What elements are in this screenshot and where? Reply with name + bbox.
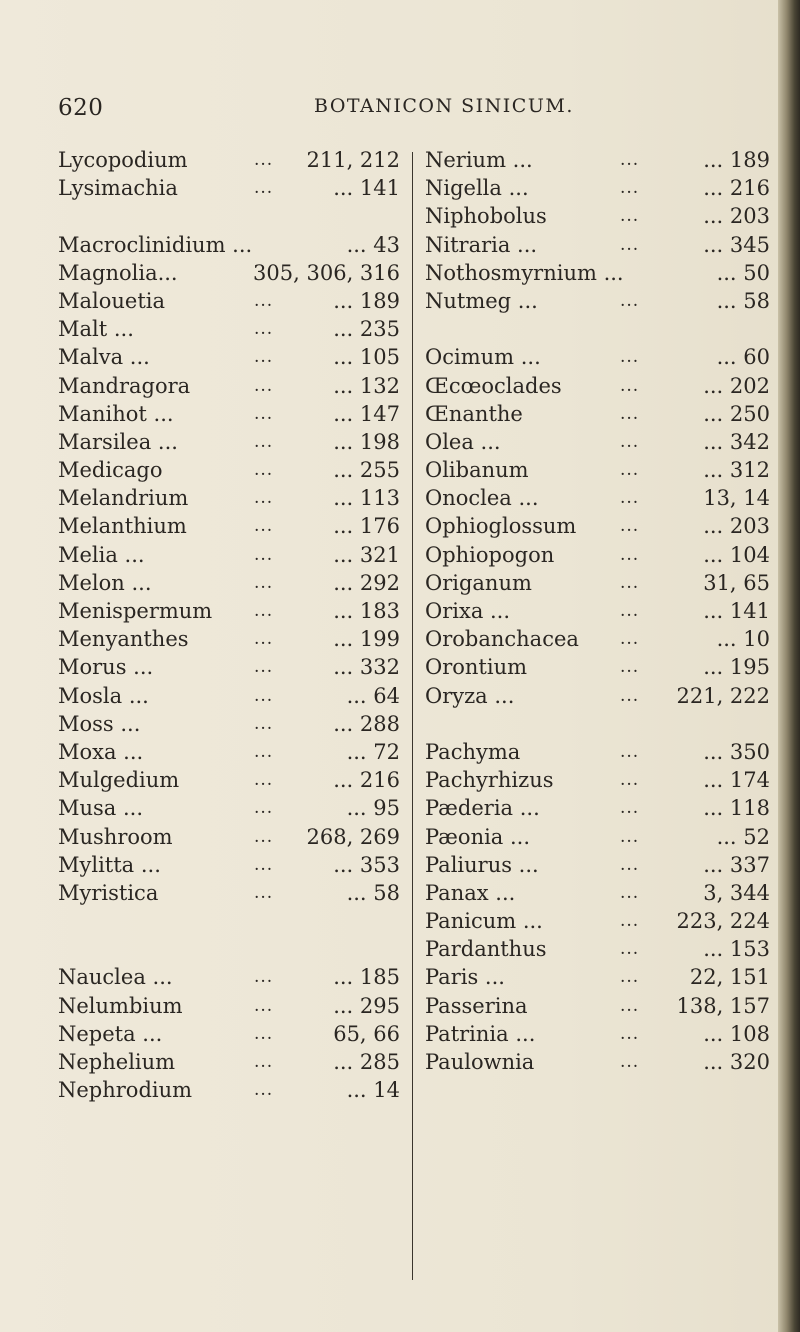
index-entry [58,512,400,540]
entry-leader-dots: ... [620,572,640,593]
entry-leader-dots: ... [254,319,274,340]
index-entry [425,569,770,597]
index-entry [58,963,400,991]
entry-leader-dots: ... [254,572,274,593]
entry-page-refs: 305, 306, 316 [253,260,400,285]
entry-leader-dots: ... [620,234,640,255]
entry-page-refs: ... 189 [333,288,400,313]
entry-page-refs: ... 337 [703,852,770,877]
entry-term: Ophioglossum [425,514,577,539]
entry-term: Morus ... [58,655,154,680]
entry-leader-dots: ... [620,178,640,199]
entry-page-refs: ... 95 [346,796,400,821]
index-entry [58,879,400,907]
entry-term: Paliurus ... [425,852,539,877]
entry-term: Œnanthe [425,401,523,426]
entry-term: Nitraria ... [425,232,538,257]
entry-term: Onoclea ... [425,486,539,511]
index-entry [58,569,400,597]
entry-page-refs: ... 58 [716,288,770,313]
entry-leader-dots: ... [620,882,640,903]
entry-term: Moxa ... [58,739,144,764]
entry-term: Malouetia [58,288,166,313]
entry-page-refs: ... 203 [703,204,770,229]
entry-page-refs: ... 250 [703,401,770,426]
entry-term: Ocimum ... [425,345,541,370]
entry-leader-dots: ... [254,741,274,762]
index-entry [58,343,400,371]
entry-term: Nephrodium [58,1078,193,1103]
index-entry [58,372,400,400]
index-entry [425,907,770,935]
index-entry [425,202,770,230]
index-entry [425,935,770,963]
index-gap [425,710,770,738]
entry-leader-dots: ... [254,150,274,170]
index-entry [425,963,770,991]
entry-page-refs: ... 141 [333,176,400,201]
entry-page-refs: 65, 66 [333,1021,400,1046]
entry-term: Moss ... [58,711,141,736]
index-entry [58,710,400,738]
index-entry [425,823,770,851]
index-entry [425,653,770,681]
entry-term: Ophiopogon [425,542,555,567]
entry-page-refs: 138, 157 [676,993,770,1018]
entry-page-refs: ... 320 [703,1050,770,1074]
index-entry [58,428,400,456]
entry-term: Oryza ... [425,683,515,708]
index-entry [58,146,400,174]
entry-term: Macroclinidium ... [58,232,253,257]
entry-term: Nelumbium [58,993,183,1018]
entry-leader-dots: ... [254,375,274,396]
entry-term: Panax ... [425,880,516,905]
entry-leader-dots: ... [254,826,274,847]
entry-term: Orobanchacea [425,627,579,652]
entry-page-refs: 268, 269 [306,824,400,849]
index-entry [58,315,400,343]
index-entry [425,541,770,569]
entry-page-refs: ... 60 [716,345,770,370]
entry-page-refs: ... 199 [333,627,400,652]
entry-page-refs: ... 14 [346,1078,400,1103]
entry-page-refs: 211, 212 [306,148,400,172]
index-entry [425,287,770,315]
entry-page-refs: ... 198 [333,429,400,454]
entry-page-refs: ... 203 [703,514,770,539]
index-entry [58,794,400,822]
entry-page-refs: ... 132 [333,373,400,398]
index-entry [58,823,400,851]
entry-page-refs: ... 58 [346,880,400,905]
entry-page-refs: ... 174 [703,768,770,793]
entry-term: Œcœoclades [425,373,562,398]
entry-page-refs: ... 105 [333,345,400,370]
entry-leader-dots: ... [254,713,274,734]
index-entry [425,428,770,456]
index-entry [425,372,770,400]
entry-term: Lysimachia [58,176,178,201]
entry-leader-dots: ... [254,1023,274,1044]
entry-term: Melanthium [58,514,187,539]
index-entry [58,287,400,315]
entry-leader-dots: ... [620,150,640,170]
entry-term: Mosla ... [58,683,149,708]
entry-leader-dots: ... [620,939,640,960]
entry-leader-dots: ... [620,403,640,424]
index-entry [425,992,770,1020]
entry-leader-dots: ... [620,347,640,368]
entry-leader-dots: ... [254,516,274,537]
entry-term: Olea ... [425,429,501,454]
entry-page-refs: ... 312 [703,458,770,483]
entry-page-refs: ... 113 [333,486,400,511]
index-entry [425,259,770,287]
index-entry [58,484,400,512]
entry-term: Lycopodium [58,148,188,172]
entry-leader-dots: ... [254,601,274,621]
index-entry [425,174,770,202]
index-entry [425,400,770,428]
entry-term: Manihot ... [58,401,174,426]
index-entry [425,146,770,174]
index-entry [425,1048,770,1076]
entry-leader-dots: ... [254,488,274,509]
index-column-right [425,146,770,1076]
page-edge-shadow [778,0,800,1332]
entry-page-refs: ... 108 [703,1021,770,1046]
index-entry [58,682,400,710]
index-entry [425,484,770,512]
index-entry [58,851,400,879]
entry-term: Marsilea ... [58,429,178,454]
entry-page-refs: ... 216 [333,768,400,793]
index-gap [58,202,400,230]
entry-leader-dots: ... [620,685,640,706]
entry-page-refs: ... 141 [703,599,770,623]
entry-leader-dots: ... [620,290,640,311]
entry-term: Menyanthes [58,627,189,652]
entry-leader-dots: ... [254,685,274,706]
index-entry [58,400,400,428]
entry-term: Pæonia ... [425,824,531,849]
entry-term: Musa ... [58,796,144,821]
index-gap [425,315,770,343]
entry-term: Myristica [58,880,159,905]
entry-term: Nephelium [58,1050,176,1074]
entry-page-refs: ... 350 [703,739,770,764]
entry-leader-dots: ... [620,911,640,932]
entry-page-refs: ... 255 [333,458,400,483]
entry-page-refs: ... 345 [703,232,770,257]
entry-page-refs: ... 332 [333,655,400,680]
entry-leader-dots: ... [620,375,640,396]
index-entry [58,541,400,569]
index-entry [425,456,770,484]
entry-leader-dots: ... [620,1023,640,1044]
entry-leader-dots: ... [254,798,274,819]
entry-leader-dots: ... [254,854,274,875]
entry-leader-dots: ... [254,178,274,199]
page-number: 620 [58,95,104,121]
index-column-left [58,146,400,1104]
entry-term: Menispermum [58,599,213,623]
entry-page-refs: ... 295 [333,993,400,1018]
entry-leader-dots: ... [620,629,640,650]
entry-page-refs: ... 52 [716,824,770,849]
index-entry [58,653,400,681]
entry-page-refs: ... 176 [333,514,400,539]
index-entry [58,1076,400,1104]
entry-term: Nothosmyrnium ... [425,260,624,285]
entry-term: Pachyma [425,739,521,764]
index-entry [58,992,400,1020]
entry-leader-dots: ... [254,544,274,565]
entry-leader-dots: ... [620,798,640,819]
index-entry [425,231,770,259]
entry-leader-dots: ... [254,347,274,368]
entry-leader-dots: ... [254,431,274,452]
entry-page-refs: ... 342 [703,429,770,454]
index-entry [58,597,400,625]
entry-term: Paris ... [425,965,505,990]
entry-leader-dots: ... [254,290,274,311]
entry-leader-dots: ... [620,601,640,621]
entry-term: Malt ... [58,317,134,342]
index-gap [58,935,400,963]
index-entry [425,879,770,907]
index-entry [425,682,770,710]
entry-page-refs: ... 292 [333,570,400,595]
entry-term: Olibanum [425,458,529,483]
entry-page-refs: 31, 65 [703,570,770,595]
index-entry [425,794,770,822]
entry-leader-dots: ... [620,995,640,1016]
entry-term: Mylitta ... [58,852,161,877]
entry-term: Mushroom [58,824,173,849]
entry-leader-dots: ... [254,995,274,1016]
entry-term: Pachyrhizus [425,768,554,793]
entry-leader-dots: ... [620,460,640,481]
entry-term: Patrinia ... [425,1021,536,1046]
index-entry [425,625,770,653]
entry-leader-dots: ... [620,770,640,791]
entry-leader-dots: ... [620,854,640,875]
entry-page-refs: ... 64 [346,683,400,708]
entry-page-refs: ... 104 [703,542,770,567]
entry-leader-dots: ... [254,1052,274,1072]
index-entry [58,1048,400,1076]
index-entry [425,738,770,766]
entry-page-refs: ... 285 [333,1050,400,1074]
entry-term: Nigella ... [425,176,529,201]
entry-term: Medicago [58,458,163,483]
entry-page-refs: 223, 224 [676,909,770,934]
entry-page-refs: ... 353 [333,852,400,877]
entry-page-refs: ... 185 [333,965,400,990]
index-entry [58,259,400,287]
entry-leader-dots: ... [254,882,274,903]
entry-term: Magnolia... [58,260,178,285]
entry-term: Orixa ... [425,599,511,623]
entry-term: Nepeta ... [58,1021,163,1046]
entry-leader-dots: ... [620,967,640,988]
entry-page-refs: ... 288 [333,711,400,736]
entry-leader-dots: ... [620,431,640,452]
entry-leader-dots: ... [620,544,640,565]
entry-term: Nerium ... [425,148,533,172]
index-entry [58,456,400,484]
column-divider [412,152,413,1280]
entry-term: Mandragora [58,373,191,398]
entry-term: Nauclea ... [58,965,173,990]
index-entry [58,231,400,259]
entry-page-refs: ... 118 [703,796,770,821]
entry-leader-dots: ... [620,826,640,847]
entry-term: Melon ... [58,570,152,595]
entry-page-refs: ... 202 [703,373,770,398]
index-entry [58,625,400,653]
entry-leader-dots: ... [620,1052,640,1072]
entry-page-refs: ... 147 [333,401,400,426]
index-entry [58,766,400,794]
entry-term: Pæderia ... [425,796,540,821]
entry-leader-dots: ... [254,770,274,791]
entry-leader-dots: ... [254,1080,274,1101]
entry-page-refs: ... 216 [703,176,770,201]
index-entry [425,343,770,371]
entry-leader-dots: ... [254,460,274,481]
entry-page-refs: 221, 222 [676,683,770,708]
entry-page-refs: ... 195 [703,655,770,680]
entry-term: Orontium [425,655,528,680]
entry-leader-dots: ... [254,629,274,650]
entry-leader-dots: ... [620,741,640,762]
entry-term: Panicum ... [425,909,543,934]
entry-page-refs: ... 153 [703,937,770,962]
entry-page-refs: ... 235 [333,317,400,342]
entry-page-refs: 13, 14 [703,486,770,511]
entry-term: Paulownia [425,1050,535,1074]
entry-leader-dots: ... [620,206,640,227]
entry-page-refs: ... 43 [346,232,400,257]
entry-leader-dots: ... [620,657,640,678]
entry-term: Niphobolus [425,204,547,229]
entry-page-refs: 22, 151 [689,965,770,990]
entry-page-refs: ... 321 [333,542,400,567]
entry-term: Nutmeg ... [425,288,538,313]
entry-page-refs: ... 50 [716,260,770,285]
index-entry [58,738,400,766]
entry-leader-dots: ... [620,488,640,509]
running-title: BOTANICON SINICUM. [314,95,574,117]
index-entry [425,1020,770,1048]
index-entry [425,512,770,540]
entry-term: Melia ... [58,542,145,567]
entry-leader-dots: ... [254,967,274,988]
index-entry [58,1020,400,1048]
entry-term: Malva ... [58,345,150,370]
entry-leader-dots: ... [254,657,274,678]
entry-page-refs: ... 183 [333,599,400,623]
entry-term: Origanum [425,570,532,595]
entry-term: Pardanthus [425,937,547,962]
index-entry [425,766,770,794]
entry-page-refs: 3, 344 [703,880,770,905]
entry-page-refs: ... 189 [703,148,770,172]
entry-term: Mulgedium [58,768,180,793]
entry-term: Passerina [425,993,528,1018]
index-entry [425,597,770,625]
entry-leader-dots: ... [620,516,640,537]
entry-term: Melandrium [58,486,189,511]
entry-page-refs: ... 10 [716,627,770,652]
entry-leader-dots: ... [254,403,274,424]
entry-page-refs: ... 72 [346,739,400,764]
index-entry [58,174,400,202]
index-entry [425,851,770,879]
index-gap [58,907,400,935]
